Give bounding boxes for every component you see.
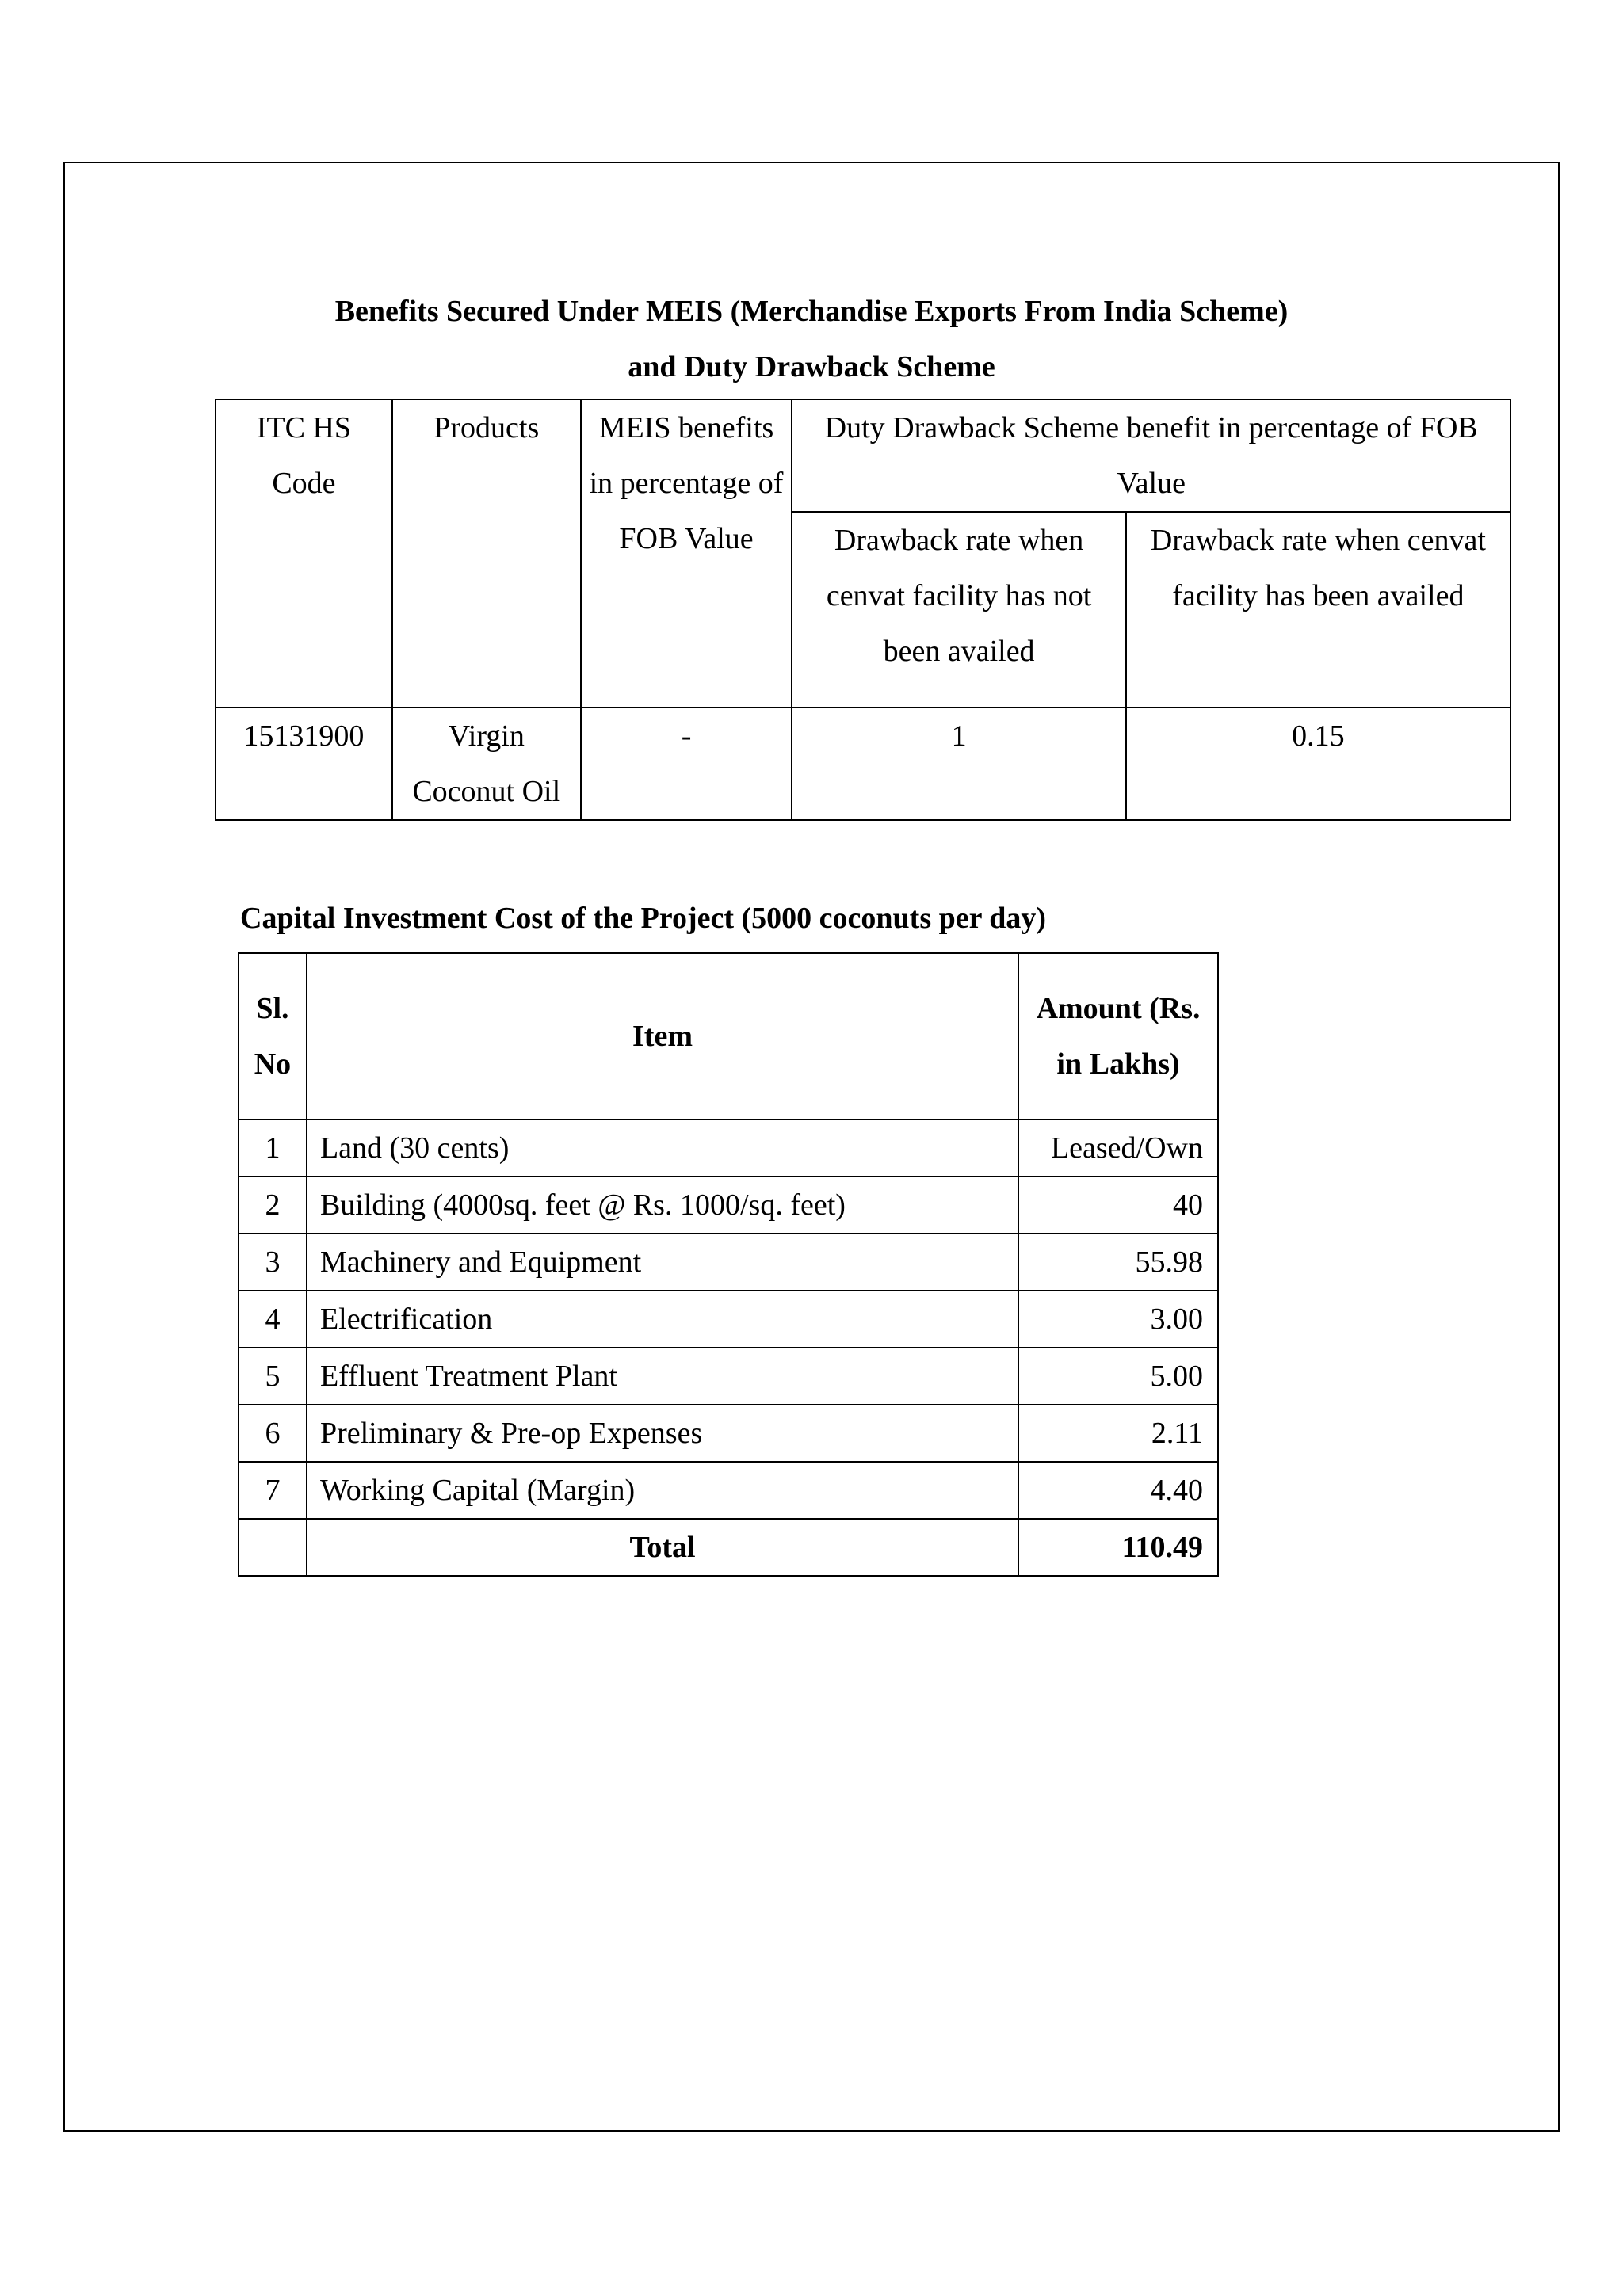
cell-sl: 1: [239, 1119, 307, 1177]
capital-table: [238, 952, 1219, 1577]
cell-item: Machinery and Equipment: [307, 1234, 1018, 1291]
cell-drawback-not-availed: 1: [792, 707, 1125, 820]
cell-product: Virgin Coconut Oil: [392, 707, 581, 820]
cell-total-empty: [239, 1519, 307, 1576]
table-row: [239, 1234, 1218, 1291]
cell-item: Building (4000sq. feet @ Rs. 1000/sq. feet): [307, 1177, 1018, 1234]
cell-sl: 7: [239, 1462, 307, 1519]
header-item: Item: [307, 953, 1018, 1119]
cell-amount: 2.11: [1018, 1405, 1218, 1462]
cell-amount: 40: [1018, 1177, 1218, 1234]
table-row: [239, 1177, 1218, 1234]
cell-sl: 3: [239, 1234, 307, 1291]
cell-amount: 5.00: [1018, 1348, 1218, 1405]
header-drawback-not-availed: Drawback rate when cenvat facility has not been availed: [792, 512, 1125, 707]
cell-amount: Leased/Own: [1018, 1119, 1218, 1177]
capital-title: Capital Investment Cost of the Project (5000 coconuts per day): [240, 902, 1047, 935]
total-row: [239, 1519, 1218, 1576]
table-row: [239, 1119, 1218, 1177]
total-amount: 110.49: [1018, 1519, 1218, 1576]
benefits-title-line1: Benefits Secured Under MEIS (Merchandise Exports From India Scheme): [334, 295, 1289, 328]
cell-sl: 6: [239, 1405, 307, 1462]
cell-item: Preliminary & Pre-op Expenses: [307, 1405, 1018, 1462]
cell-amount: 3.00: [1018, 1291, 1218, 1348]
header-itc-hs-code: ITC HS Code: [216, 399, 392, 707]
cell-drawback-availed: 0.15: [1126, 707, 1510, 820]
header-drawback-availed: Drawback rate when cenvat facility has been availed: [1126, 512, 1510, 707]
header-duty-drawback: Duty Drawback Scheme benefit in percentage of FOB Value: [792, 399, 1510, 512]
benefits-table: [215, 399, 1511, 821]
header-products: Products: [392, 399, 581, 707]
cell-item: Working Capital (Margin): [307, 1462, 1018, 1519]
cell-sl: 5: [239, 1348, 307, 1405]
cell-item: Land (30 cents): [307, 1119, 1018, 1177]
table-row: [239, 1291, 1218, 1348]
header-meis-benefits: MEIS benefits in percentage of FOB Value: [581, 399, 792, 707]
cell-item: Electrification: [307, 1291, 1018, 1348]
cell-sl: 4: [239, 1291, 307, 1348]
cell-amount: 4.40: [1018, 1462, 1218, 1519]
cell-meis: -: [581, 707, 792, 820]
table-row: [239, 1348, 1218, 1405]
table-row: [239, 1462, 1218, 1519]
total-label: Total: [307, 1519, 1018, 1576]
benefits-title-line2: and Duty Drawback Scheme: [628, 350, 995, 383]
header-sl-no: Sl. No: [239, 953, 307, 1119]
cell-itc-code: 15131900: [216, 707, 392, 820]
cell-item: Effluent Treatment Plant: [307, 1348, 1018, 1405]
table-row: [216, 707, 1510, 820]
cell-sl: 2: [239, 1177, 307, 1234]
header-amount: Amount (Rs. in Lakhs): [1018, 953, 1218, 1119]
table-row: [239, 1405, 1218, 1462]
cell-amount: 55.98: [1018, 1234, 1218, 1291]
